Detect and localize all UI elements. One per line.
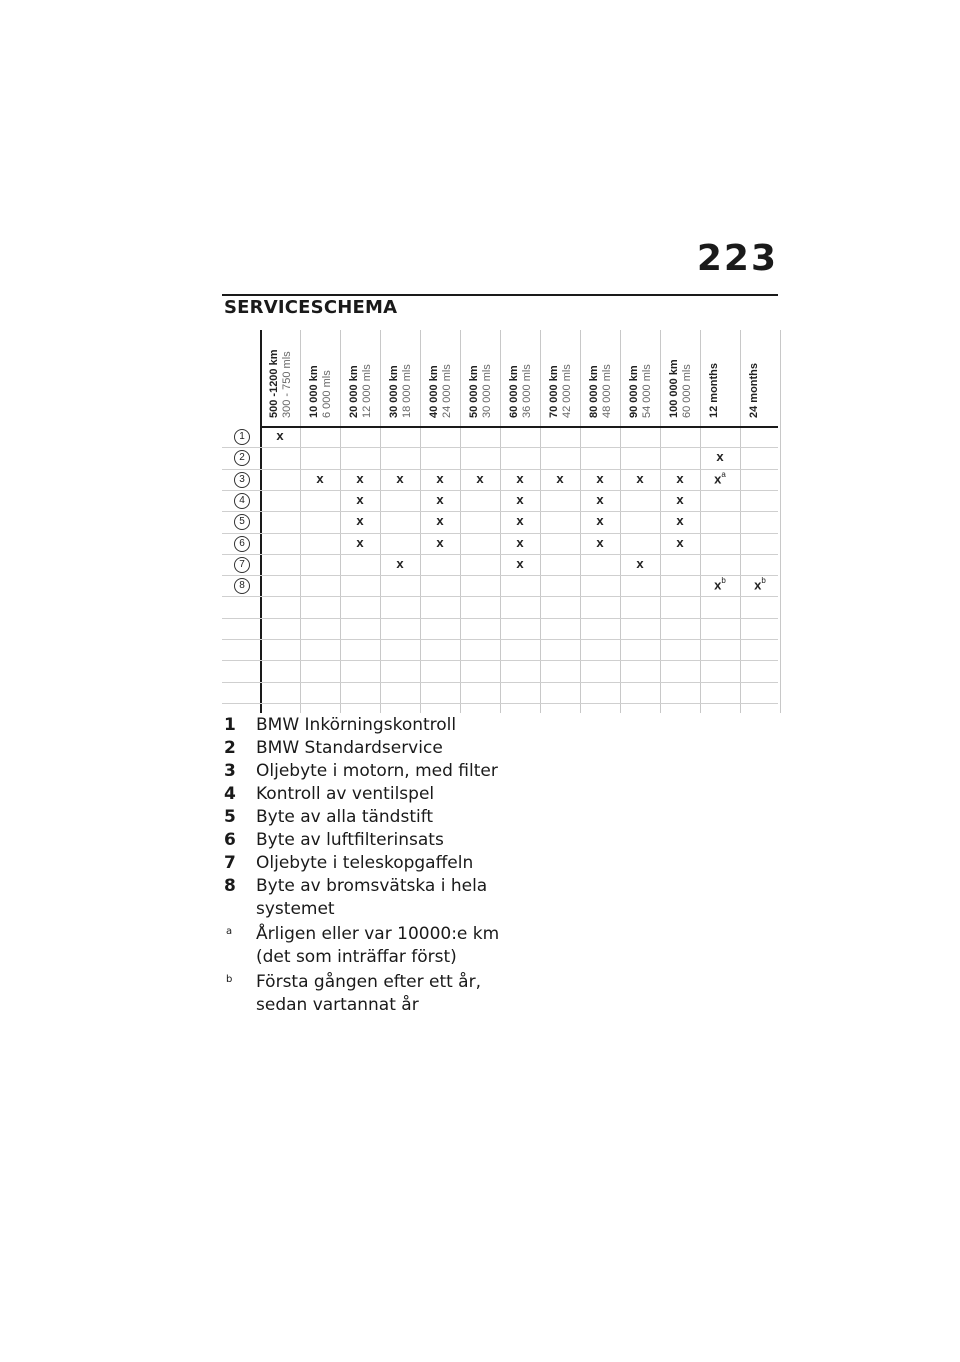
legend-key: 5 [224,807,236,827]
table-row-rule [222,447,778,448]
legend-item [224,737,524,760]
table-row-rule [222,575,778,576]
column-header-km: 30 000 km [388,365,400,418]
column-header-km: 60 000 km [508,365,520,418]
column-header-mls: 18 000 mls [401,364,413,418]
column-header-km: 24 months [748,362,760,418]
table-row-rule [222,469,778,470]
column-header-km: 500 -1200 km [268,349,280,418]
column-header-mls: 24 000 mls [441,364,453,418]
service-mark: x [356,534,364,550]
legend-item [224,806,524,829]
footnote-text: Första gången efter ett år, sedan vartannat år [256,972,481,1015]
service-mark: x [596,534,604,550]
service-mark: x [516,513,524,529]
service-mark: x [356,491,364,507]
legend-key: 8 [224,876,236,896]
legend-text: Byte av bromsvätska i hela systemet [256,876,488,919]
legend-item [224,829,524,852]
legend-item [224,852,524,875]
column-header-mls: 60 000 mls [681,364,693,418]
service-mark: x [436,491,444,507]
column-header-mls: 12 000 mls [361,364,373,418]
row-number-badge: 7 [234,557,250,573]
table-row-rule [222,682,778,683]
column-header-mls: 36 000 mls [521,364,533,418]
legend [224,714,524,1017]
column-header-km: 12 months [708,362,720,418]
service-mark: x [676,534,684,550]
legend-item [224,783,524,806]
row-number-badge: 3 [234,472,250,488]
column-header [428,326,468,418]
service-schedule-table [222,330,778,706]
legend-key: 2 [224,738,236,758]
column-header-km: 100 000 km [668,359,680,418]
service-mark: x [596,513,604,529]
service-mark: x [436,513,444,529]
row-number-badge: 6 [234,536,250,552]
service-mark: x [316,470,324,486]
row-number-badge: 5 [234,514,250,530]
column-header-mls: 48 000 mls [601,364,613,418]
column-header [628,326,668,418]
legend-key: 1 [224,715,236,735]
table-row-rule [222,511,778,512]
table-row-rule [222,596,778,597]
table-row-rule [222,490,778,491]
column-header-mls: 6 000 mls [321,370,333,418]
column-header [268,326,308,418]
service-mark: x [636,555,644,571]
column-header-mls: 30 000 mls [481,364,493,418]
table-row-rule [222,703,778,704]
footnote-key: a [226,926,233,937]
column-header [748,326,788,418]
page-number: 223 [696,238,778,279]
table-row-rule [222,618,778,619]
column-header-km: 70 000 km [548,365,560,418]
service-mark: x [516,534,524,550]
column-header-mls: 300 - 750 mls [281,351,293,418]
legend-key: 4 [224,784,236,804]
service-mark: x [676,470,684,486]
column-header-km: 90 000 km [628,365,640,418]
column-header-km: 10 000 km [308,365,320,418]
service-mark: $x^a$ [714,469,726,486]
column-header [508,326,548,418]
column-header [388,326,428,418]
footnote-item [224,971,524,1017]
row-number-badge: 8 [234,578,250,594]
legend-key: 7 [224,853,236,873]
legend-item [224,875,524,921]
service-mark: x [596,470,604,486]
service-mark: x [716,449,724,465]
table-row-rule [222,554,778,555]
legend-text: BMW Inkörningskontroll [256,715,457,735]
legend-item [224,760,524,783]
column-header-km: 20 000 km [348,365,360,418]
column-header [668,326,708,418]
service-mark: x [556,470,564,486]
service-mark: x [676,513,684,529]
legend-text: Byte av luftfilterinsats [256,830,444,850]
row-number-badge: 1 [234,429,250,445]
column-header-km: 40 000 km [428,365,440,418]
service-mark: $x^b$ [754,576,766,593]
legend-text: BMW Standardservice [256,738,443,758]
service-mark: x [676,491,684,507]
footnote-item [224,923,524,969]
legend-key: 6 [224,830,236,850]
service-mark: x [636,470,644,486]
legend-text: Byte av alla tändstift [256,807,434,827]
column-header [708,326,748,418]
column-header [548,326,588,418]
column-header [468,326,508,418]
column-header-km: 80 000 km [588,365,600,418]
column-header-mls: 54 000 mls [641,364,653,418]
service-mark: x [476,470,484,486]
service-mark: x [516,491,524,507]
table-row-rule [222,639,778,640]
service-mark: x [276,428,284,443]
service-mark: $x^b$ [714,576,726,593]
row-number-badge: 4 [234,493,250,509]
service-mark: x [516,555,524,571]
legend-text: Kontroll av ventilspel [256,784,435,804]
table-row-rule [222,660,778,661]
service-mark: x [436,470,444,486]
legend-text: Oljebyte i teleskopgaffeln [256,853,474,873]
table-main-vertical-rule [260,330,262,713]
column-header-mls: 42 000 mls [561,364,573,418]
service-mark: x [436,534,444,550]
table-row-rule [222,533,778,534]
legend-key: 3 [224,761,236,781]
service-mark: x [356,470,364,486]
service-mark: x [596,491,604,507]
legend-text: Oljebyte i motorn, med filter [256,761,498,781]
header-rule [222,294,778,296]
legend-item [224,714,524,737]
footnote-text: Årligen eller var 10000:e km (det som inträffar först) [256,924,500,967]
table-header-rule [260,426,778,428]
column-header [308,326,348,418]
row-number-badge: 2 [234,450,250,466]
service-mark: x [356,513,364,529]
service-mark: x [396,555,404,571]
column-header [588,326,628,418]
footnote-key: b [226,974,233,985]
service-mark: x [396,470,404,486]
column-header-km: 50 000 km [468,365,480,418]
service-mark: x [516,470,524,486]
section-title: SERVICESCHEMA [224,297,398,318]
column-header [348,326,388,418]
